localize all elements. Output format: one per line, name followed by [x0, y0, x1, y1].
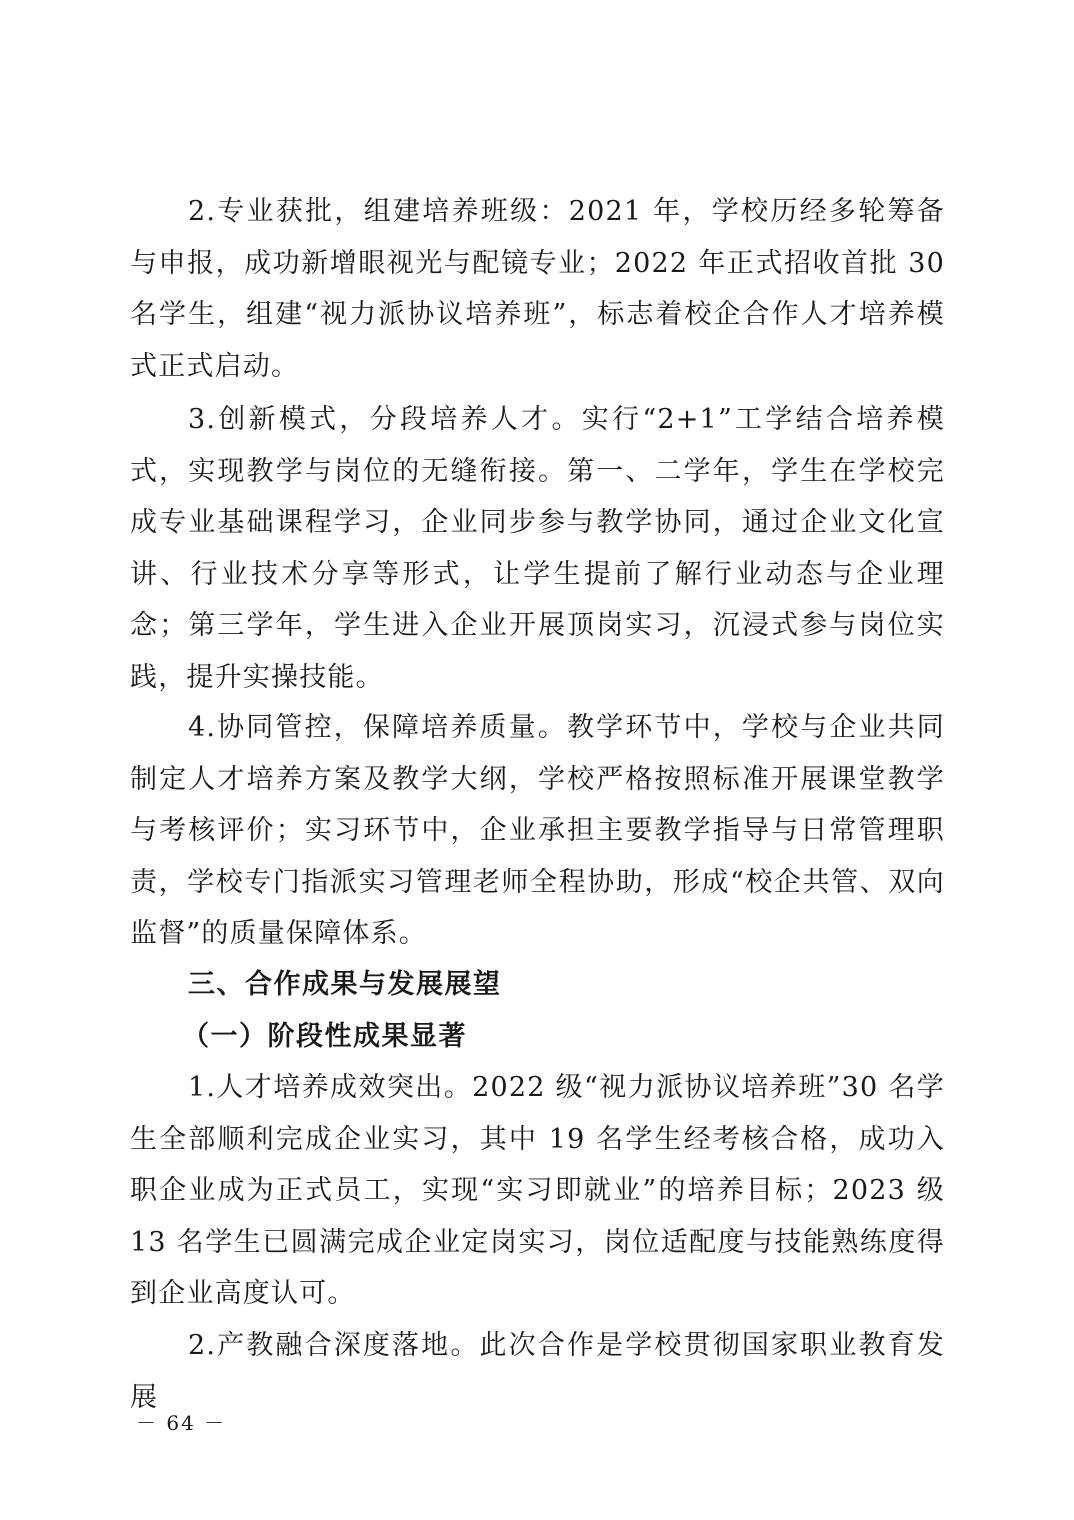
paragraph-collaborative-control: 4.协同管控，保障培养质量。教学环节中，学校与企业共同制定人才培养方案及教学大纲，学校严格按照标准开展课堂教学与考核评价；实习环节中，企业承担主要教学指导与日常管理职责，学校专门指派实习管理老师全程协助，形成“校企共管、双向监督”的质量保障体系。	[130, 712, 945, 949]
section-heading: 三、合作成果与发展展望	[188, 969, 502, 1000]
paragraph-innovative-model: 3.创新模式，分段培养人才。实行“2+1”工学结合培养模式，实现教学与岗位的无缝衔接。第一、二学年，学生在学校完成专业基础课程学习，企业同步参与教学协同，通过企业文化宣讲、行业技术分享等形式，让学生提前了解行业动态与企业理念；第三学年，学生进入企业开展顶岗实习，沉浸式参与岗位实践，提升实操技能。	[130, 404, 945, 693]
paragraph-professional-approval: 2.专业获批，组建培养班级：2021 年，学校历经多轮筹备与申报，成功新增眼视光与配镜专业；2022 年正式招收首批 30 名学生，组建“视力派协议培养班”，标志着校企合作人才培养模式正式启动。	[130, 196, 945, 382]
paragraph-talent-results: 1.人才培养成效突出。2022 级“视力派协议培养班”30 名学生全部顺利完成企业实习，其中 19 名学生经考核合格，成功入职企业成为正式员工，实现“实习即就业”的培养目标；2023 级 13 名学生已圆满完成企业定岗实习，岗位适配度与技能熟练度得到企业高度认可。	[130, 1072, 945, 1309]
paragraph-industry-education: 2.产教融合深度落地。此次合作是学校贯彻国家职业教育发展	[130, 1330, 945, 1413]
page-number: － 64 －	[136, 1411, 227, 1435]
subsection-heading: （一）阶段性成果显著	[182, 1021, 467, 1052]
